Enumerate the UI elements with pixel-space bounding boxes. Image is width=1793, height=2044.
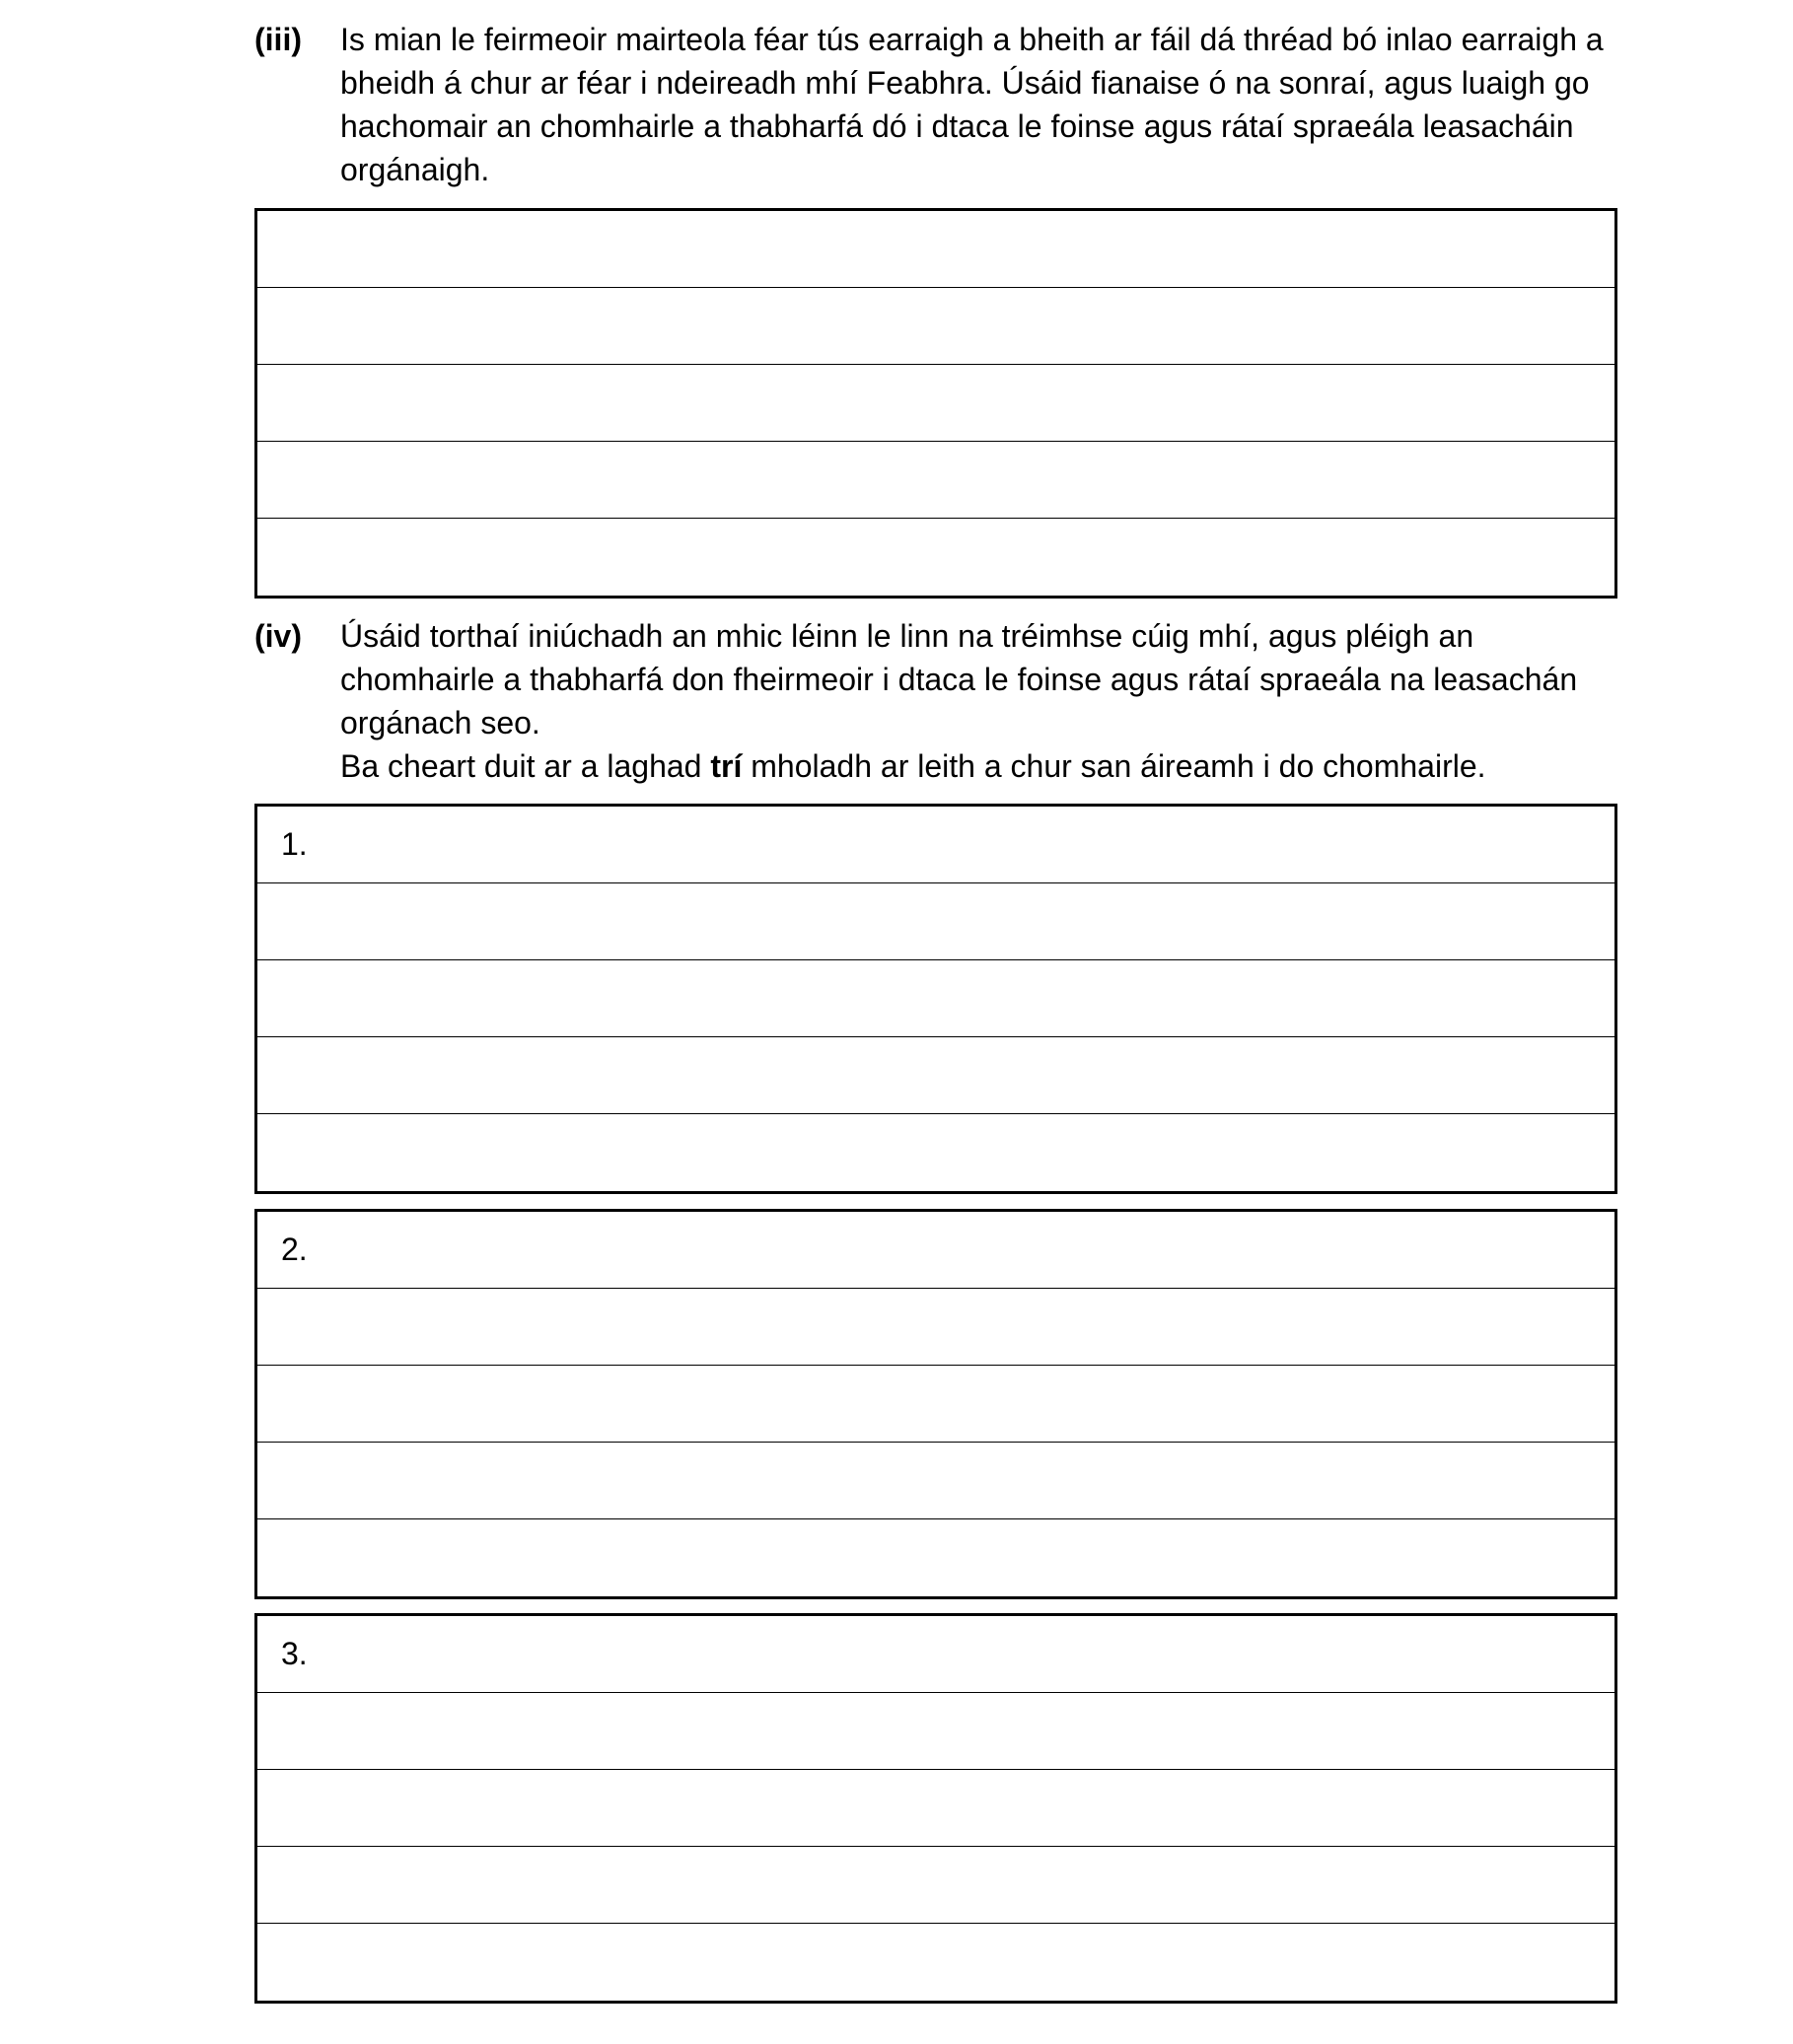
- answer-box-iii[interactable]: [254, 208, 1617, 599]
- answer-line[interactable]: [257, 519, 1614, 596]
- answer-line[interactable]: [257, 1443, 1614, 1519]
- answer-number: 3.: [281, 1636, 308, 1671]
- question-iv: [254, 614, 1635, 792]
- answer-line[interactable]: [257, 1616, 1614, 1693]
- answer-line[interactable]: [257, 365, 1614, 442]
- answer-line[interactable]: [257, 1289, 1614, 1366]
- question-number: (iii): [254, 22, 302, 57]
- answer-line[interactable]: [257, 1366, 1614, 1443]
- answer-box-1[interactable]: [254, 804, 1617, 1194]
- answer-line[interactable]: [257, 1693, 1614, 1770]
- answer-box-2[interactable]: [254, 1209, 1617, 1599]
- emphasis: trí: [710, 748, 743, 784]
- answer-box-3[interactable]: [254, 1613, 1617, 2004]
- answer-line[interactable]: [257, 807, 1614, 883]
- answer-line[interactable]: [257, 442, 1614, 519]
- question-iv-text: Úsáid torthaí iniúchadh an mhic léinn le linn na tréimhse cúig mhí, agus pléigh an chomhairle a thabharfá don fheirmeoir i dtaca le foinse agus rátaí spraeála na leasachán orgánach seo.: [340, 618, 1578, 740]
- answer-line[interactable]: [257, 1847, 1614, 1924]
- question-iv-instruction: Ba cheart duit ar a laghad trí mholadh ar leith a chur san áireamh i do chomhairle.: [340, 748, 1486, 784]
- answer-line[interactable]: [257, 211, 1614, 288]
- question-number: (iv): [254, 618, 302, 654]
- answer-line[interactable]: [257, 288, 1614, 365]
- answer-line[interactable]: [257, 1114, 1614, 1191]
- answer-line[interactable]: [257, 1770, 1614, 1847]
- question-iii: [254, 18, 1635, 195]
- answer-line[interactable]: [257, 883, 1614, 960]
- answer-line[interactable]: [257, 1037, 1614, 1114]
- answer-line[interactable]: [257, 1924, 1614, 2001]
- answer-line[interactable]: [257, 960, 1614, 1037]
- answer-number: 1.: [281, 826, 308, 862]
- question-text: [340, 614, 1622, 788]
- answer-line[interactable]: [257, 1212, 1614, 1289]
- question-text: [340, 18, 1622, 191]
- answer-line[interactable]: [257, 1519, 1614, 1596]
- answer-number: 2.: [281, 1232, 308, 1267]
- question-iii-text: Is mian le feirmeoir mairteola féar tús earraigh a bheith ar fáil dá thréad bó inlao earraigh a bheidh á chur ar féar i ndeireadh mhí Feabhra. Úsáid fianaise ó na sonraí, agus luaigh go hachomair an chomhairle a thabharfá dó i dtaca le foinse agus rátaí spraeála leasacháin orgánaigh.: [340, 22, 1604, 187]
